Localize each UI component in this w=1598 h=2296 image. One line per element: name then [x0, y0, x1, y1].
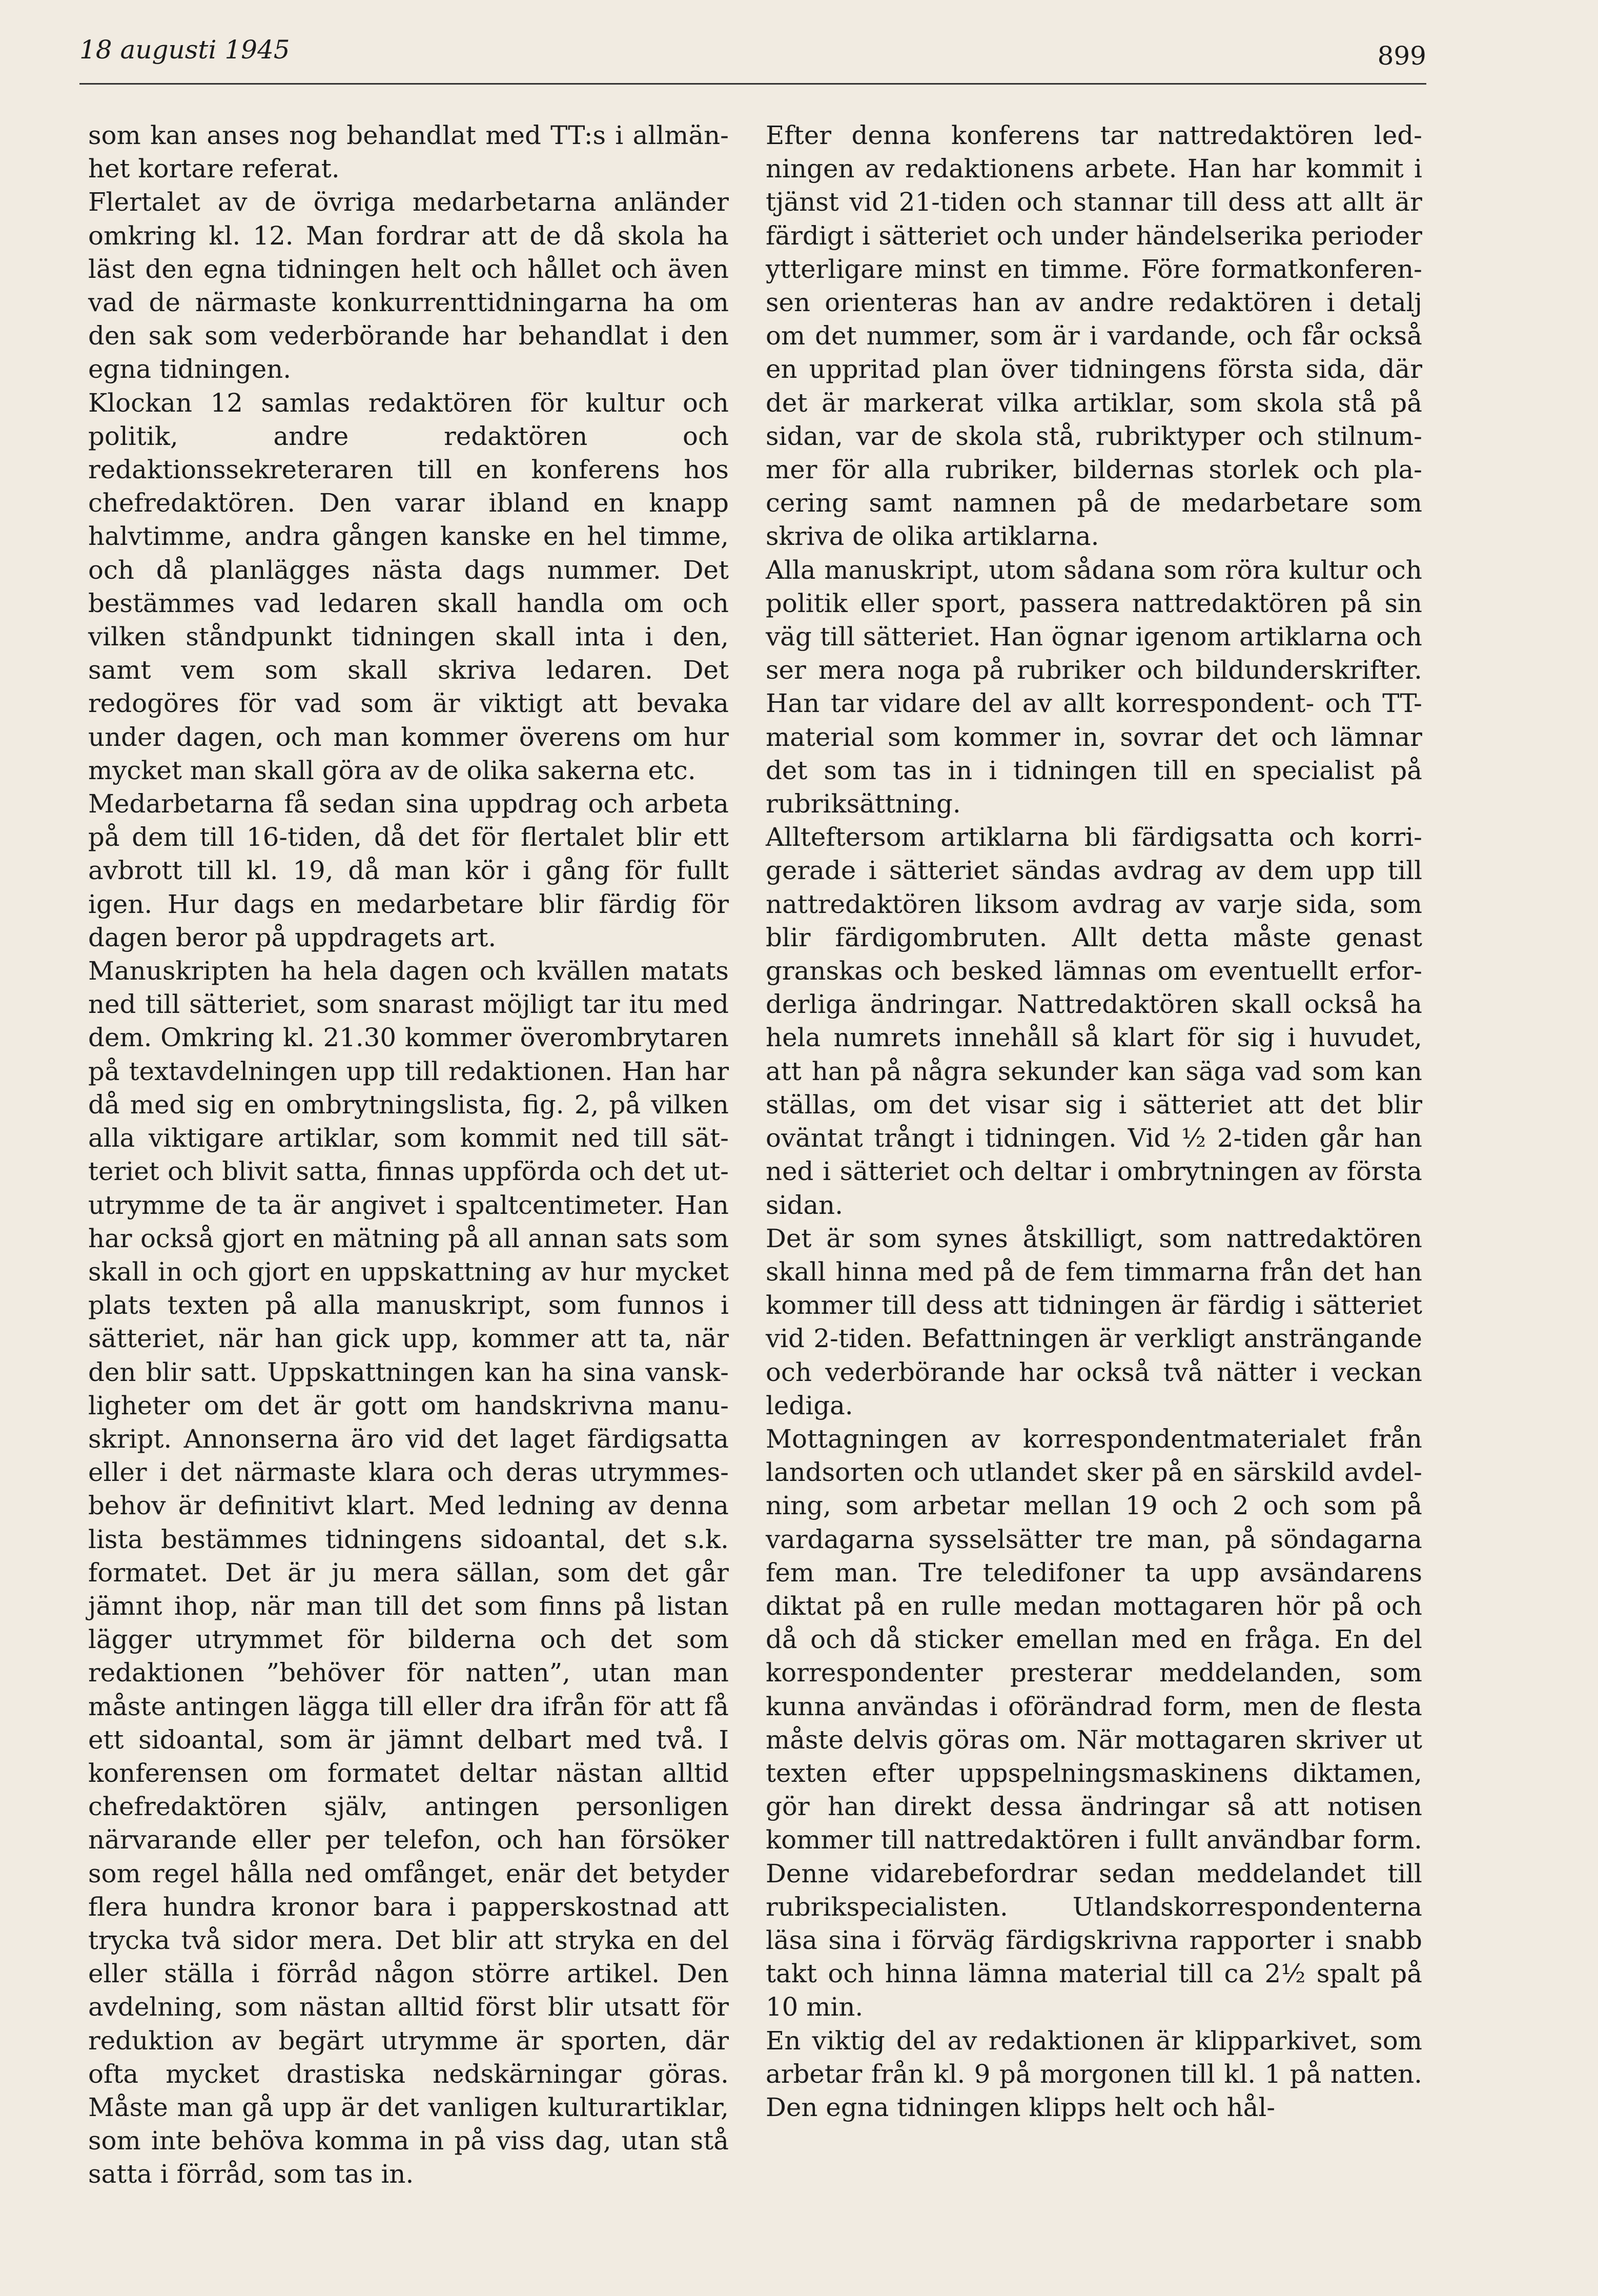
paragraph: Alla manuskript, utom sådana som röra kultur och politik eller sport, passera nattredaktören på sin väg till sätteriet. Han ögnar igenom artiklarna och ser mera noga på rubriker och bildunderskrifter. Han tar vidare del av allt korrespondent- och TT-material som kommer in, sovrar det och lämnar det som tas in i tidningen till en specialist på rubriksättning.: [766, 555, 1422, 819]
paragraph: Flertalet av de övriga medarbetarna anländer omkring kl. 12. Man fordrar att de då skola ha läst den egna tidningen helt och hållet och även vad de närmaste konkurrenttidningarna ha om den sak som vederbörande har behandlat i den egna tidningen.: [88, 187, 729, 384]
left-column: [88, 119, 729, 2191]
paragraph: Klockan 12 samlas redaktören för kultur och politik, andre redaktören och redaktionssekreteraren till en konferens hos chefredaktören. Den varar ibland en knapp halvtimme, andra gången kanske en hel timme, och då planlägges nästa dags nummer. Det bestämmes vad ledaren skall handla om och vilken ståndpunkt tidningen skall inta i den, samt vem som skall skriva ledaren. Det redogöres för vad som är viktigt att bevaka under dagen, och man kommer överens om hur mycket man skall göra av de olika sakerna etc.: [88, 388, 729, 785]
paragraph: Det är som synes åtskilligt, som nattredaktören skall hinna med på de fem timmarna från det han kommer till dess att tidningen är färdig i sätteriet vid 2-tiden. Befattningen är verkligt ansträngande och vederbörande har också två nätter i veckan lediga.: [766, 1223, 1422, 1420]
page-header: [79, 32, 1426, 85]
right-column: [766, 119, 1422, 2124]
paragraph: Medarbetarna få sedan sina uppdrag och arbeta på dem till 16-tiden, då det för flertalet blir ett avbrott till kl. 19, då man kör i gång för fullt igen. Hur dags en medarbetare blir färdig för dagen beror på uppdragets art.: [88, 789, 729, 952]
paragraph: Mottagningen av korrespondentmaterialet från landsorten och utlandet sker på en särskild avdelning, som arbetar mellan 19 och 2 och som på vardagarna sysselsätter tre man, på söndagarna fem man. Tre teledifoner ta upp avsändarens diktat på en rulle medan mottagaren hör på och då och då sticker emellan med en fråga. En del korrespondenter presterar meddelanden, som kunna användas i oförändrad form, men de flesta måste delvis göras om. När mottagaren skriver ut texten efter uppspelningsmaskinens diktamen, gör han direkt dessa ändringar så att notisen kommer till nattredaktören i fullt användbar form. Denne vidarebefordrar sedan meddelandet till rubrikspecialisten. Utlandskorrespondenterna läsa sina i förväg färdigskrivna rapporter i snabb takt och hinna lämna material till ca 2½ spalt på 10 min.: [766, 1424, 1422, 2022]
issue-date: 18 augusti 1945: [79, 35, 290, 65]
paragraph: Allteftersom artiklarna bli färdigsatta och korrigerade i sätteriet sändas avdrag av dem upp till nattredaktören liksom avdrag av varje sida, som blir färdigombruten. Allt detta måste genast granskas och besked lämnas om eventuellt erforderliga ändringar. Nattredaktören skall också ha hela numrets innehåll så klart för sig i huvudet, att han på några sekunder kan säga vad som kan ställas, om det visar sig i sätteriet att det blir oväntat trångt i tidningen. Vid ½ 2-tiden går han ned i sätteriet och deltar i ombrytningen av första sidan.: [766, 822, 1422, 1220]
paragraph: Efter denna konferens tar nattredaktören ledningen av redaktionens arbete. Han har kommit i tjänst vid 21-tiden och stannar till dess att allt är färdigt i sätteriet och under händelserika perioder ytterligare minst en timme. Före formatkonferensen orienteras han av andre redaktören i detalj om det nummer, som är i vardande, och får också en uppritad plan över tidningens första sida, där det är markerat vilka artiklar, som skola stå på sidan, var de skola stå, rubriktyper och stilnummer för alla rubriker, bildernas storlek och placering samt namnen på de medarbetare som skriva de olika artiklarna.: [766, 120, 1422, 552]
paragraph: som kan anses nog behandlat med TT:s i allmänhet kortare referat.: [88, 120, 729, 184]
page-number: 899: [1377, 41, 1426, 71]
paragraph: Manuskripten ha hela dagen och kvällen matats ned till sätteriet, som snarast möjligt tar itu med dem. Omkring kl. 21.30 kommer överombrytaren på textavdelningen upp till redaktionen. Han har då med sig en ombrytningslista, fig. 2, på vilken alla viktigare artiklar, som kommit ned till sätteriet och blivit satta, finnas uppförda och det ututrymme de ta är angivet i spaltcentimeter. Han har också gjort en mätning på all annan sats som skall in och gjort en uppskattning av hur mycket plats texten på alla manuskript, som funnos i sätteriet, när han gick upp, kommer att ta, när den blir satt. Uppskattningen kan ha sina vanskligheter om det är gott om handskrivna manuskript. Annonserna äro vid det laget färdigsatta eller i det närmaste klara och deras utrymmesbehov är definitivt klart. Med ledning av denna lista bestämmes tidningens sidoantal, det s.k. formatet. Det är ju mera sällan, som det går jämnt ihop, när man till det som finns på listan lägger utrymmet för bilderna och det som redaktionen ”behöver för natten”, utan man måste antingen lägga till eller dra ifrån för att få ett sidoantal, som är jämnt delbart med två. I konferensen om formatet deltar nästan alltid chefredaktören själv, antingen personligen närvarande eller per telefon, och han försöker som regel hålla ned omfånget, enär det betyder flera hundra kronor bara i papperskostnad att trycka två sidor mera. Det blir att stryka en del eller ställa i förråd någon större artikel. Den avdelning, som nästan alltid först blir utsatt för reduktion av begärt utrymme är sporten, där ofta mycket drastiska nedskärningar göras. Måste man gå upp är det vanligen kulturartiklar, som inte behöva komma in på viss dag, utan stå satta i förråd, som tas in.: [88, 956, 729, 2189]
paragraph: En viktig del av redaktionen är klipparkivet, som arbetar från kl. 9 på morgonen till kl. 1 på natten. Den egna tidningen klipps helt och hål-: [766, 2025, 1422, 2122]
